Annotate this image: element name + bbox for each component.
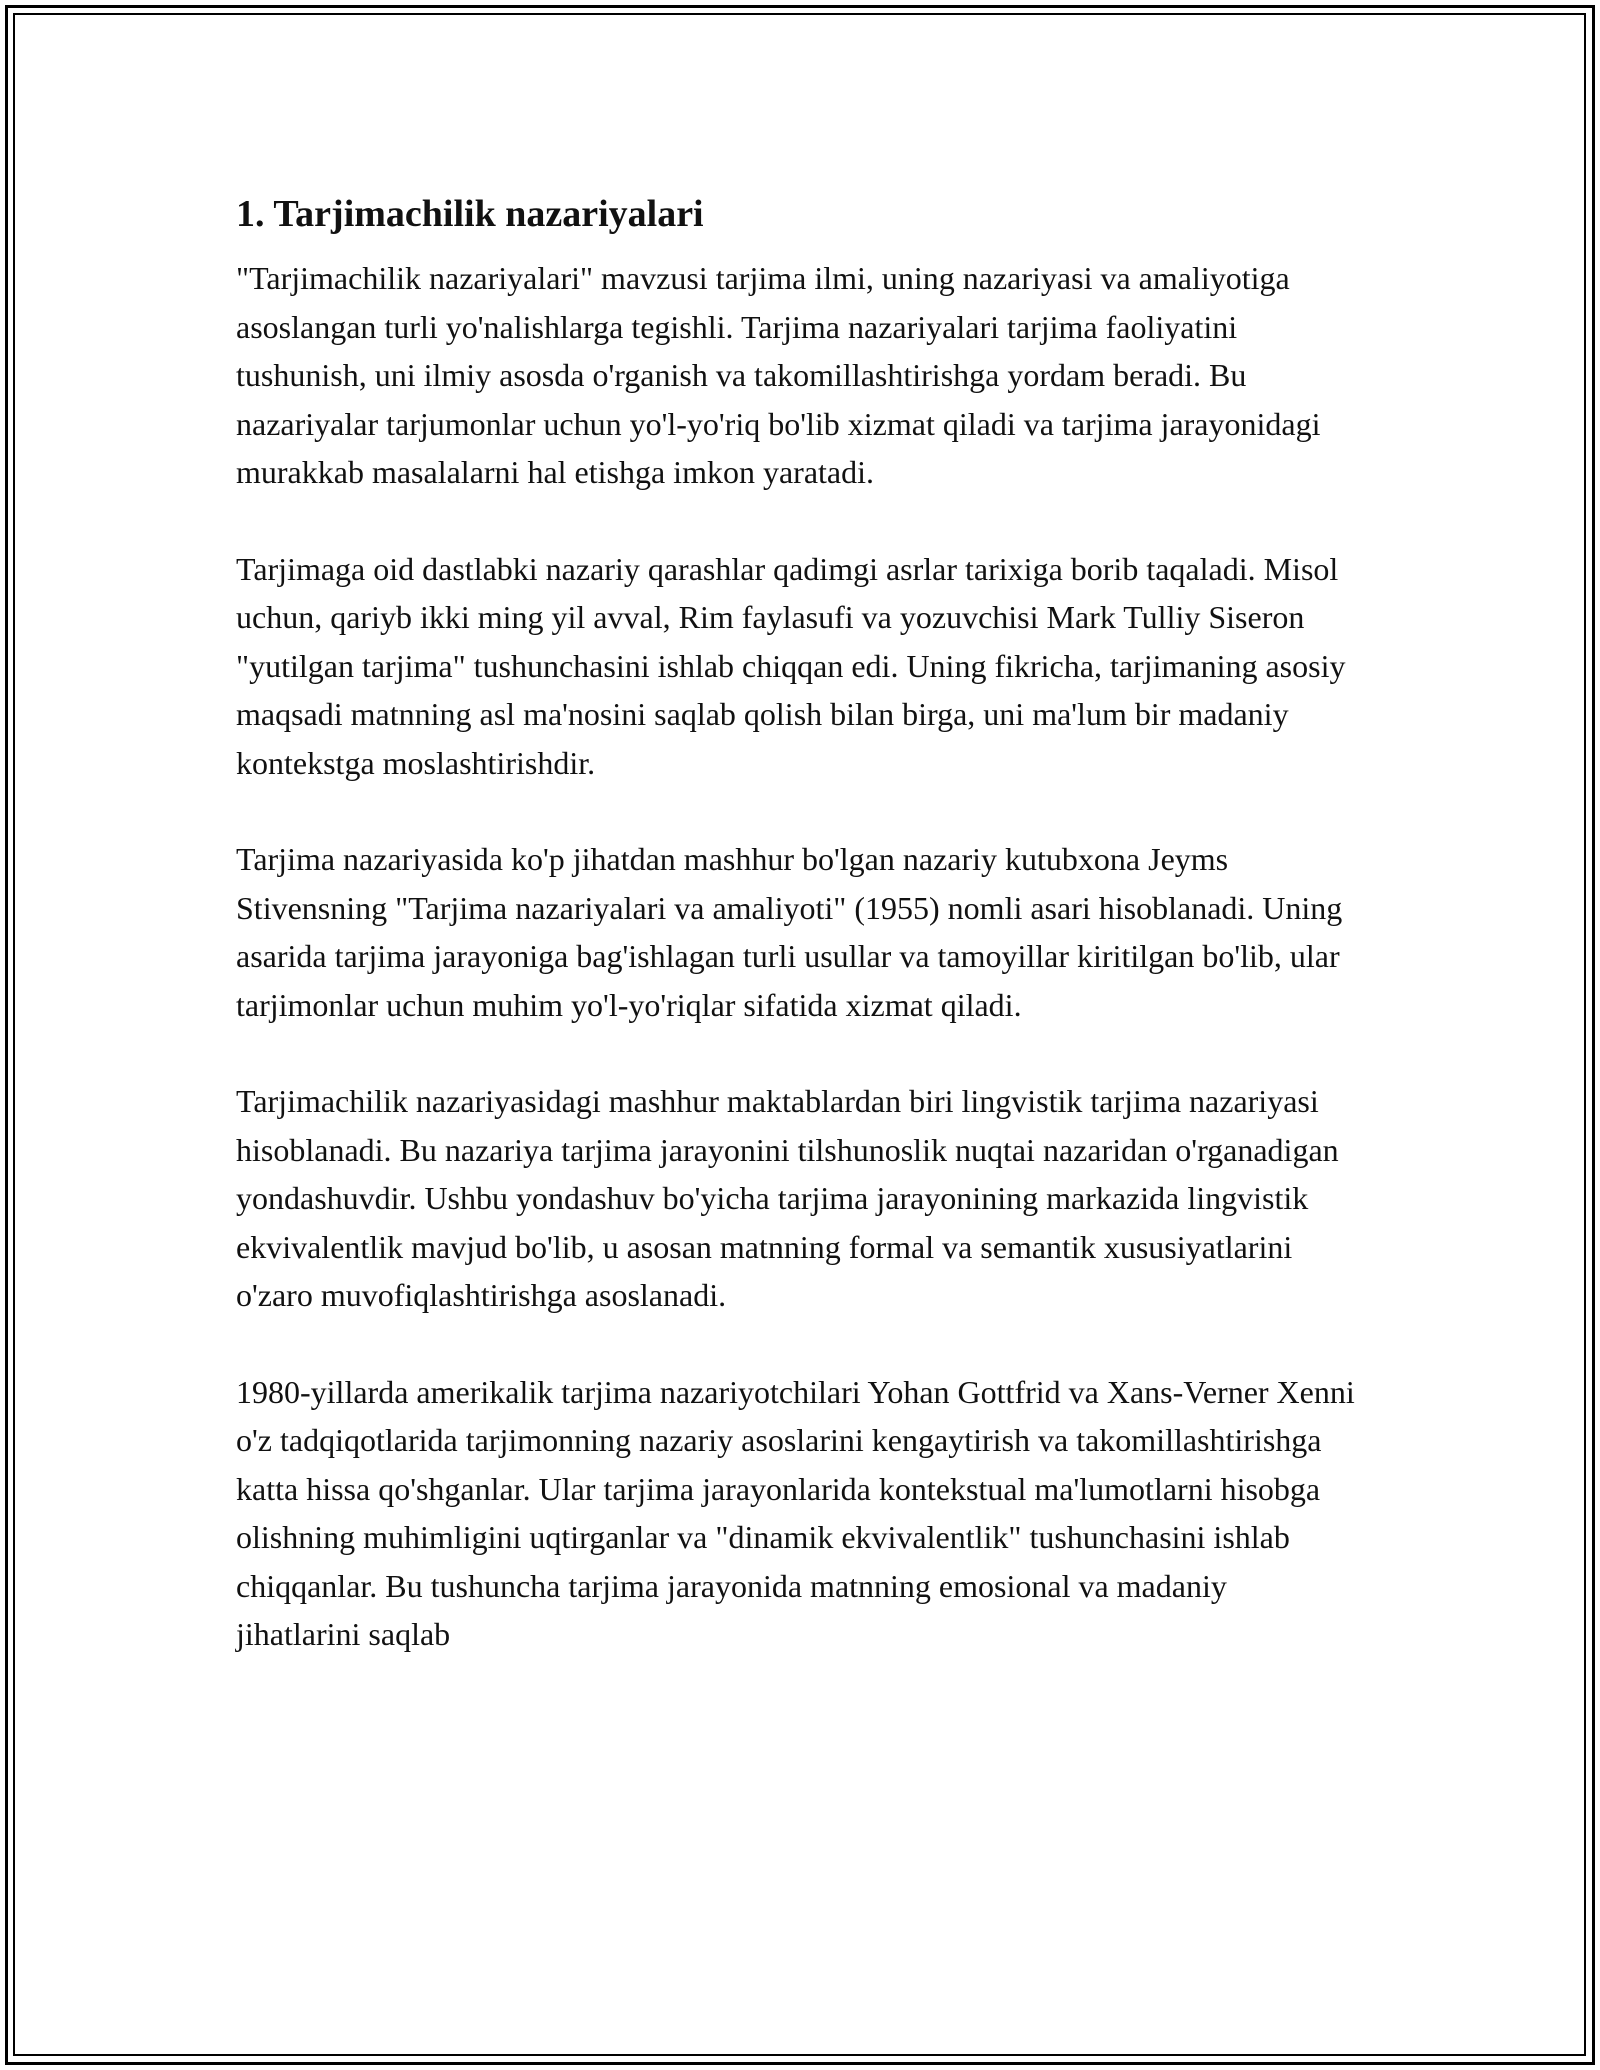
paragraph-2: Tarjimaga oid dastlabki nazariy qarashlar qadimgi asrlar tarixiga borib taqaladi. Misol uchun, qariyb ikki ming yil avval, Rim faylasufi va yozuvchisi Mark Tulliy Siseron "yutilgan tarjima" tushunchasini ishlab chiqqan edi. Uning fikricha, tarjimaning asosiy maqsadi matnning asl ma'nosini saqlab qolish bilan birga, uni ma'lum bir madaniy kontekstga moslashtirishdir.	[236, 550, 1346, 781]
paragraph-4: Tarjimachilik nazariyasidagi mashhur maktablardan biri lingvistik tarjima nazariyasi hisoblanadi. Bu nazariya tarjima jarayonini tilshunoslik nuqtai nazaridan o'rganadigan yondashuvdir. Ushbu yondashuv bo'yicha tarjima jarayonining markazida lingvistik ekvivalentlik mavjud bo'lib, u asosan matnning formal va semantik xususiyatlarini o'zaro muvofiqlashtirishga asoslanadi.	[236, 1083, 1339, 1313]
paragraph-3: Tarjima nazariyasida ko'p jihatdan mashhur bo'lgan nazariy kutubxona Jeyms Stivensning "Tarjima nazariyalari va amaliyoti" (1955) nomli asari hisoblanadi. Uning asarida tarjima jarayoniga bag'ishlagan turli usullar va tamoyillar kiritilgan bo'lib, ular tarjimonlar uchun muhim yo'l-yo'riqlar sifatida xizmat qiladi.	[236, 841, 1343, 1023]
section-heading: 1. Tarjimachilik nazariyalari	[236, 193, 704, 235]
paragraph-1: "Tarjimachilik nazariyalari" mavzusi tarjima ilmi, uning nazariyasi va amaliyotiga asoslangan turli yo'nalishlarga tegishli. Tarjima nazariyalari tarjima faoliyatini tushunish, uni ilmiy asosda o'rganish va takomillashtirishga yordam beradi. Bu nazariyalar tarjumonlar uchun yo'l-yo'riq bo'lib xizmat qiladi va tarjima jarayonidagi murakkab masalalarni hal etishga imkon yaratadi.	[236, 260, 1321, 490]
document-body	[236, 188, 1356, 1707]
paragraph-5: 1980-yillarda amerikalik tarjima nazariyotchilari Yohan Gottfrid va Xans-Verner Xenni o'z tadqiqotlarida tarjimonning nazariy asoslarini kengaytirish va takomillashtirishga katta hissa qo'shganlar. Ular tarjima jarayonlarida kontekstual ma'lumotlarni hisobga olishning muhimligini uqtirganlar va "dinamik ekvivalentlik" tushunchasini ishlab chiqqanlar. Bu tushuncha tarjima jarayonida matnning emosional va madaniy jihatlarini saqlab	[236, 1373, 1355, 1652]
